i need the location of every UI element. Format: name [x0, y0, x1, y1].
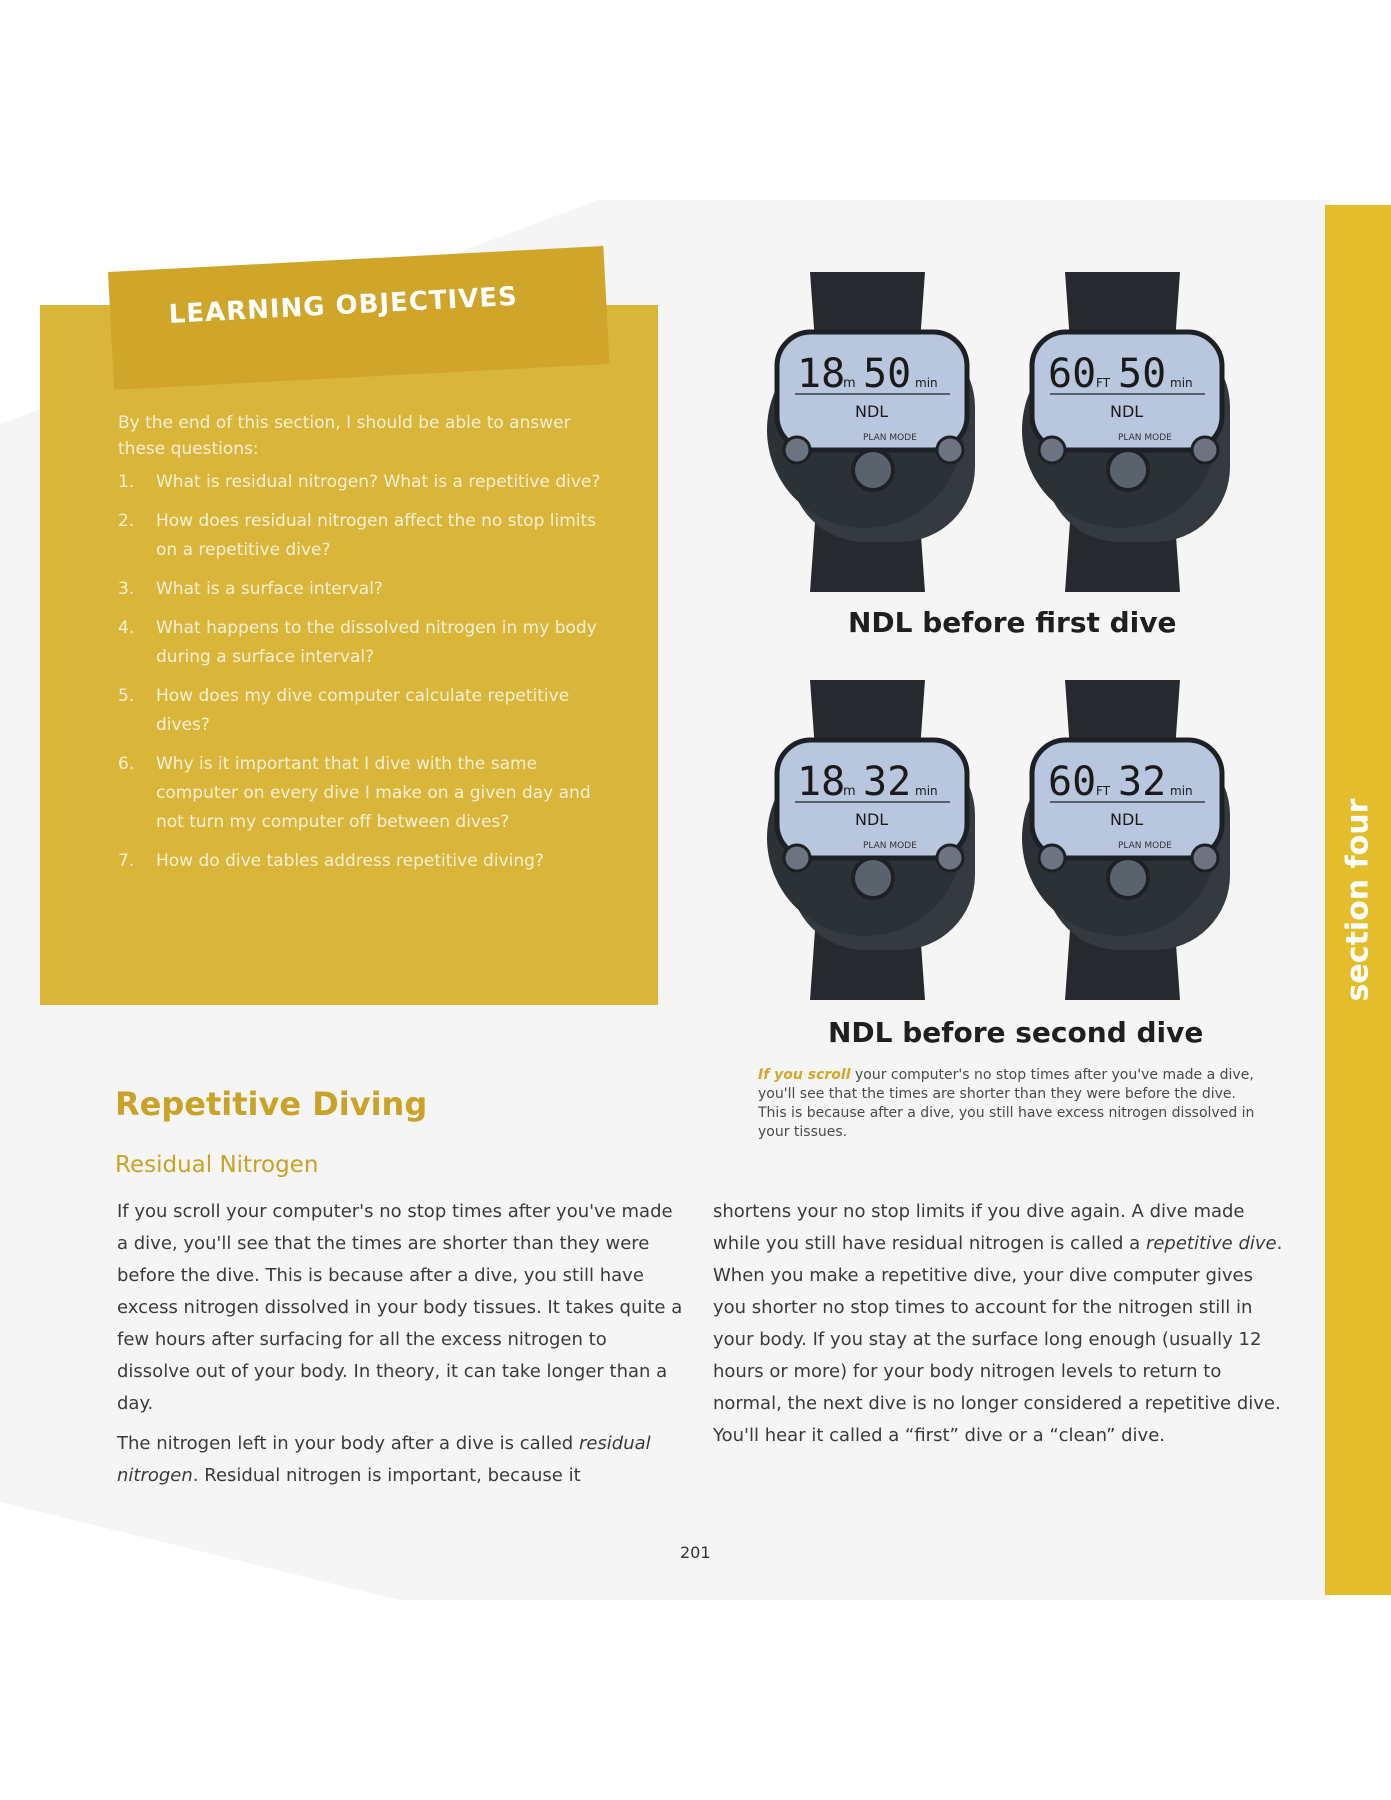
svg-text:min: min — [915, 784, 938, 798]
svg-text:18: 18 — [797, 759, 846, 805]
svg-text:60: 60 — [1048, 759, 1097, 805]
dive-computer-illustration — [755, 680, 980, 1000]
svg-text:PLAN MODE: PLAN MODE — [863, 841, 917, 851]
svg-text:PLAN MODE: PLAN MODE — [1118, 841, 1172, 851]
learning-objectives-list — [118, 468, 618, 886]
objective-item: 4. What happens to the dissolved nitrogen in my body during a surface interval? — [118, 618, 597, 667]
svg-text:60: 60 — [1048, 351, 1097, 397]
svg-text:FT: FT — [1096, 376, 1111, 390]
svg-text:min: min — [915, 376, 938, 390]
caption-second-dive: NDL before second dive — [828, 1016, 1204, 1049]
objective-item: 7. How do dive tables address repetitive diving? — [118, 851, 544, 871]
svg-text:NDL: NDL — [855, 810, 889, 829]
dive-computer-illustration — [755, 272, 980, 592]
section-heading: Repetitive Diving — [115, 1085, 428, 1123]
svg-text:PLAN MODE: PLAN MODE — [1118, 433, 1172, 443]
svg-text:18: 18 — [797, 351, 846, 397]
svg-text:50: 50 — [1118, 351, 1167, 397]
caption-first-dive: NDL before first dive — [848, 606, 1177, 639]
objective-item: 3. What is a surface interval? — [118, 579, 383, 599]
svg-text:FT: FT — [1096, 784, 1111, 798]
objective-item: 6. Why is it important that I dive with the same computer on every dive I make on a given day and not turn my computer off between dives? — [118, 754, 591, 832]
svg-text:min: min — [1170, 376, 1193, 390]
learning-objectives-title: LEARNING OBJECTIVES — [168, 281, 519, 330]
section-tab-label: section four — [1340, 798, 1376, 1002]
svg-text:PLAN MODE: PLAN MODE — [863, 433, 917, 443]
objective-item: 2. How does residual nitrogen affect the no stop limits on a repetitive dive? — [118, 511, 597, 560]
svg-text:NDL: NDL — [1110, 402, 1144, 421]
svg-text:NDL: NDL — [1110, 810, 1144, 829]
svg-text:NDL: NDL — [855, 402, 889, 421]
page-number: 201 — [680, 1543, 711, 1562]
svg-text:m: m — [843, 784, 856, 799]
svg-text:32: 32 — [1118, 759, 1167, 805]
svg-text:m: m — [843, 376, 856, 391]
svg-text:32: 32 — [863, 759, 912, 805]
body-column-right — [713, 1196, 1283, 1460]
body-paragraph: shortens your no stop limits if you dive again. A dive made while you still have residual nitrogen is called a repetitive dive. When you make a repetitive dive, your dive computer gives you shorter no stop times to account for the nitrogen still in your body. If you stay at the surface long enough (usually 12 hours or more) for your body nitrogen levels to return to normal, the next dive is no longer considered a repetitive dive. You'll hear it called a “first” dive or a “clean” dive. — [713, 1201, 1283, 1446]
body-column-left — [117, 1196, 683, 1500]
objective-item: 1. What is residual nitrogen? What is a repetitive dive? — [118, 472, 601, 492]
dive-computer-illustration — [1010, 680, 1235, 1000]
body-paragraph: The nitrogen left in your body after a dive is called residual nitrogen. Residual nitrogen is important, because it — [117, 1433, 651, 1486]
dive-computer-illustration — [1010, 272, 1235, 592]
objective-item: 5. How does my dive computer calculate repetitive dives? — [118, 686, 570, 735]
svg-text:50: 50 — [863, 351, 912, 397]
body-paragraph: If you scroll your computer's no stop times after you've made a dive, you'll see that the times are shorter than they were before the dive. This is because after a dive, you still have excess nitrogen dissolved in your body tissues. It takes quite a few hours after surfacing for all the excess nitrogen to dissolve out of your body. In theory, it can take longer than a day. — [117, 1201, 683, 1414]
learning-objectives-intro: By the end of this section, I should be able to answer these questions: — [118, 413, 571, 459]
section-subheading: Residual Nitrogen — [115, 1152, 319, 1178]
svg-text:min: min — [1170, 784, 1193, 798]
sidebar-note-text: your computer's no stop times after you've made a dive, you'll see that the times are shorter than they were before the dive. This is because after a dive, you still have excess nitrogen dissolved in your tissues. — [758, 1067, 1255, 1140]
sidebar-note — [758, 1066, 1258, 1142]
sidebar-note-lead: If you scroll — [758, 1067, 851, 1083]
